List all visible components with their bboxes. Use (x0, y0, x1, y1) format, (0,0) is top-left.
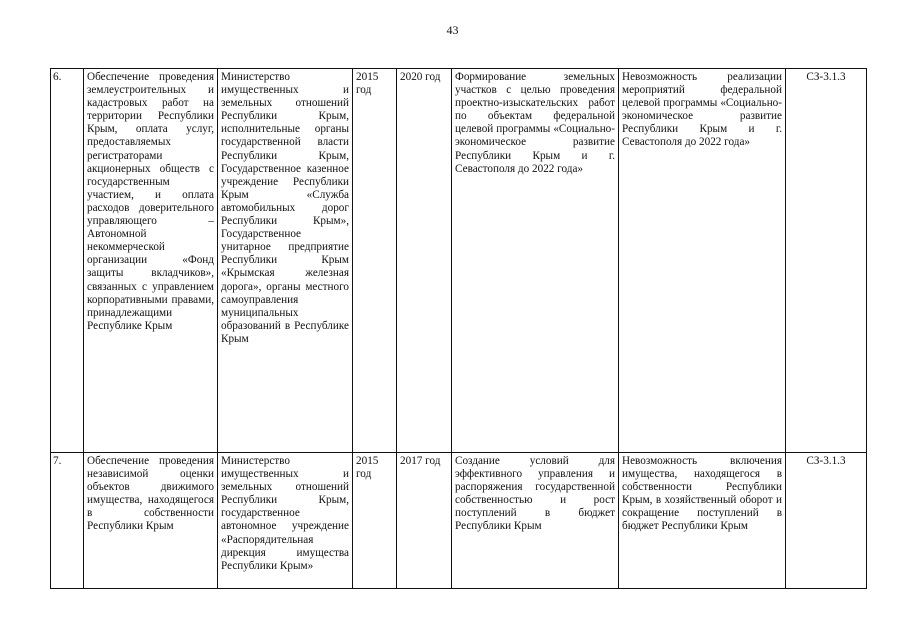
indicator-code-cell: СЗ-3.1.3 (786, 453, 867, 589)
row-number: 7. (51, 453, 84, 589)
program-measures-table (50, 68, 867, 589)
expected-result-cell: Формирование земельных участков с целью проведения проектно-изыскательских работ по объектам федеральной целевой программы «Социально-экономическое развитие Республики Крым и г. Севастополя до 2022 года» (452, 69, 619, 453)
consequence-cell: Невозможность включения имущества, находящегося в собственности Республики Крым, в хозяйственный оборот и сокращение поступлений в бюджет Республики Крым (619, 453, 786, 589)
row-number: 6. (51, 69, 84, 453)
page-number: 43 (446, 23, 459, 37)
indicator-code-cell: СЗ-3.1.3 (786, 69, 867, 453)
measure-cell: Обеспечение проведения независимой оценки объектов движимого имущества, находящегося в собственности Республики Крым (84, 453, 218, 589)
end-year-cell: 2017 год (397, 453, 452, 589)
executor-cell: Министерство имущественных и земельных отношений Республики Крым, исполнительные органы государственной власти Республики Крым, Государственное казенное учреждение Республики Крым «Служба автомобильных дорог Республики Крым», Государственное унитарное предприятие Республики Крым «Крымская железная дорога», органы местного самоуправления муниципальных образований в Республике Крым (218, 69, 353, 453)
start-year-cell: 2015 год (353, 69, 397, 453)
end-year-cell: 2020 год (397, 69, 452, 453)
measure-cell: Обеспечение проведения землеустроительных и кадастровых работ на территории Республики Крым, оплата услуг, предоставляемых регистраторами акционерных обществ с государственным участием, и оплата расходов доверительного управляющего – Автономной некоммерческой организации «Фонд защиты вкладчиков», связанных с управлением корпоративными правами, принадлежащими Республике Крым (84, 69, 218, 453)
table-row (51, 453, 867, 589)
expected-result-cell: Создание условий для эффективного управления и распоряжения государственной собственностью и рост поступлений в бюджет Республики Крым (452, 453, 619, 589)
start-year-cell: 2015 год (353, 453, 397, 589)
table-row (51, 69, 867, 453)
consequence-cell: Невозможность реализации мероприятий федеральной целевой программы «Социально-экономическое развитие Республики Крым и г. Севастополя до 2022 года» (619, 69, 786, 453)
executor-cell: Министерство имущественных и земельных отношений Республики Крым, государственное автономное учреждение «Распорядительная дирекция имущества Республики Крым» (218, 453, 353, 589)
